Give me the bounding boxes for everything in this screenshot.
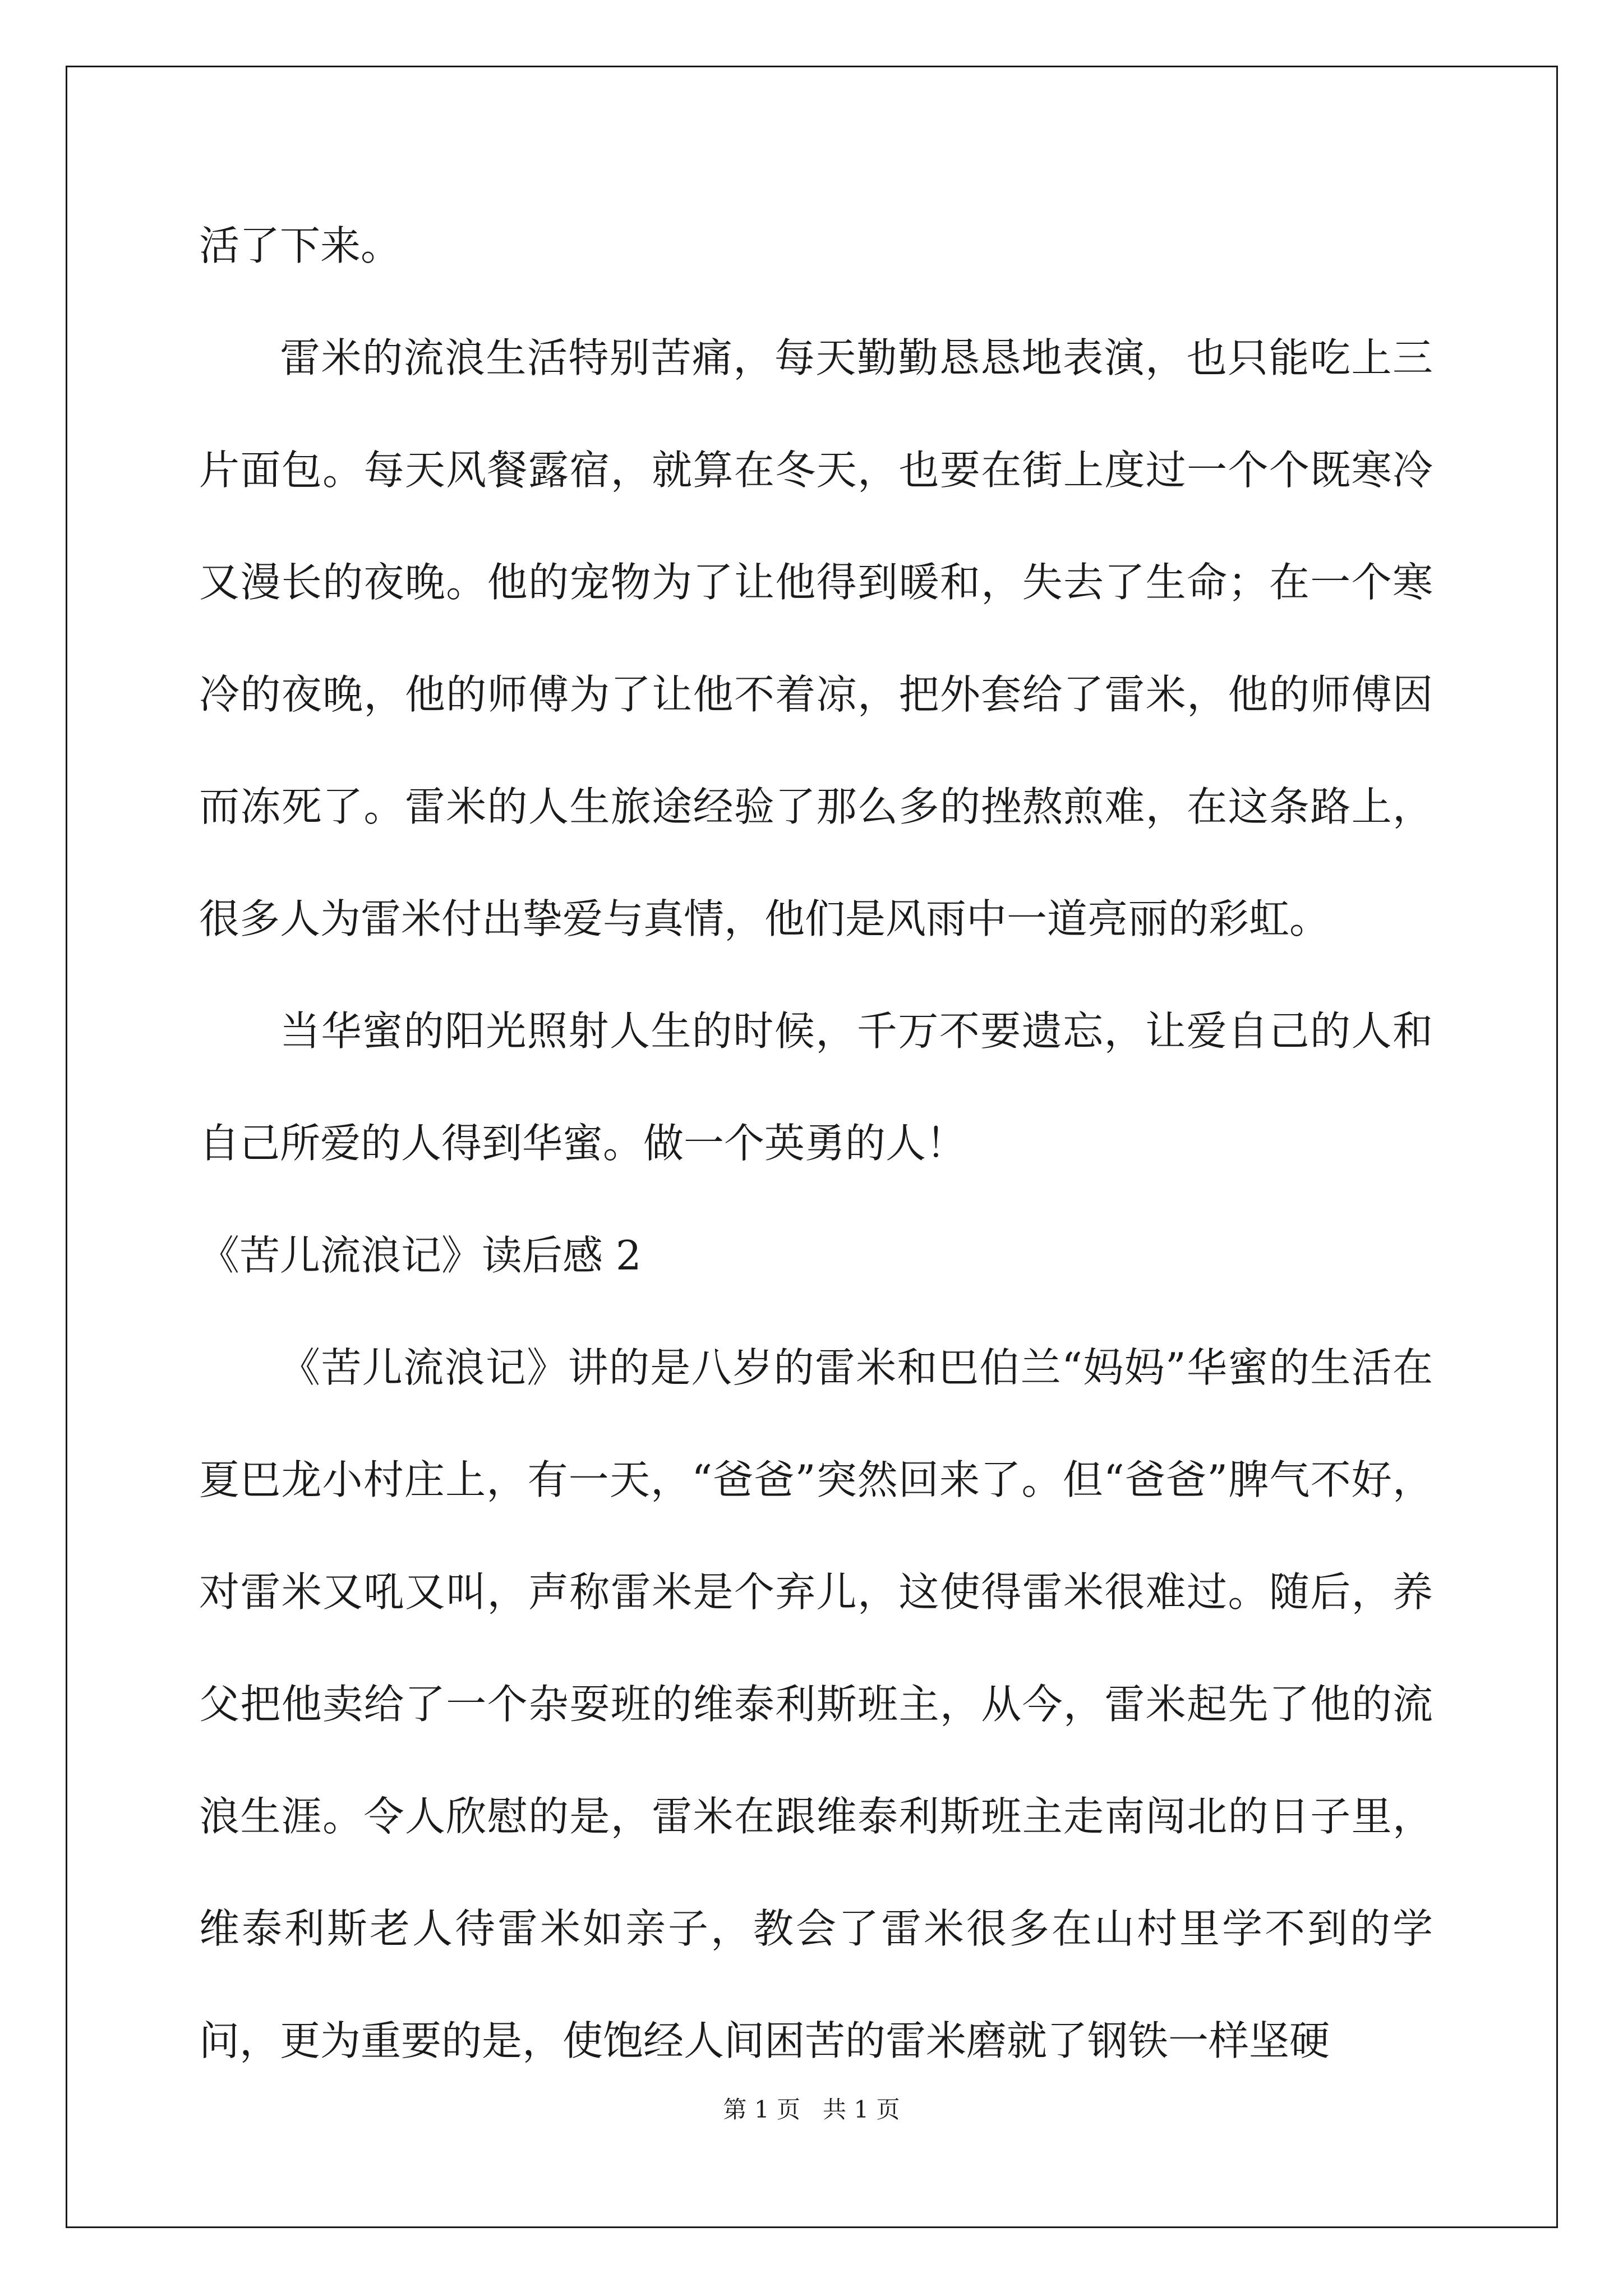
- section-heading: 《苦儿流浪记》读后感 2: [199, 1232, 642, 1279]
- document-body: [199, 190, 1433, 2097]
- page-footer: 第 1 页 共 1 页: [723, 2096, 900, 2123]
- paragraph-remi-hardship: 雷米的流浪生活特别苦痛，每天勤勤恳恳地表演，也只能吃上三片面包。每天风餐露宿，就算在冬天，也要在街上度过一个个既寒冷又漫长的夜晚。他的宠物为了让他得到暖和，失去了生命；在一个寒冷的夜晚，他的师傅为了让他不着凉，把外套给了雷米，他的师傅因而冻死了。雷米的人生旅途经验了那么多的挫熬煎难，在这条路上，很多人为雷米付出挚爱与真情，他们是风雨中一道亮丽的彩虹。: [199, 334, 1433, 942]
- paragraph-story-summary: 《苦儿流浪记》讲的是八岁的雷米和巴伯兰“妈妈”华蜜的生活在夏巴龙小村庄上，有一天，“爸爸”突然回来了。但“爸爸”脾气不好，对雷米又吼又叫，声称雷米是个弃儿，这使得雷米很难过。随后，养父把他卖给了一个杂耍班的维泰利斯班主，从今，雷米起先了他的流浪生涯。令人欣慰的是，雷米在跟维泰利斯班主走南闯北的日子里，维泰利斯老人待雷米如亲子，教会了雷米很多在山村里学不到的学问，更为重要的是，使饱经人间困苦的雷米磨就了钢铁一样坚硬: [199, 1344, 1433, 2064]
- paragraph-happiness: 当华蜜的阳光照射人生的时候，千万不要遗忘，让爱自己的人和自己所爱的人得到华蜜。做一个英勇的人！: [199, 1007, 1433, 1167]
- paragraph-continuation: 活了下来。: [199, 222, 402, 269]
